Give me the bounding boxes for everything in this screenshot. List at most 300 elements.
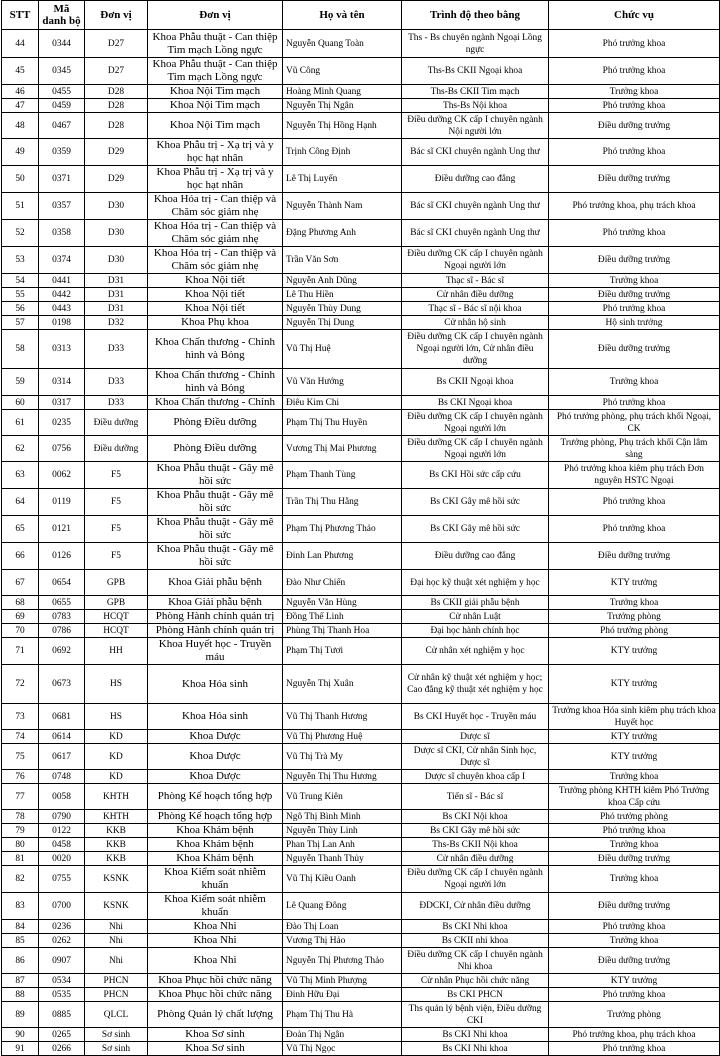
cell-trinh-do: Bs CKII nhi khoa (402, 934, 549, 948)
cell-trinh-do: Ths-Bs CKII Nội khoa (402, 838, 549, 852)
cell-don-vi-code: KD (85, 770, 148, 784)
cell-ho-ten: Trịnh Công Định (283, 139, 402, 166)
cell-trinh-do: Ths quản lý bệnh viện, Điều dưỡng CKI (402, 1002, 549, 1028)
cell-don-vi: Khoa Dược (148, 744, 283, 770)
cell-don-vi: Khoa Chấn thương - Chỉnh hình và Bỏng (148, 330, 283, 369)
cell-ho-ten: Nguyễn Thùy Dung (283, 302, 402, 316)
cell-don-vi-code: D28 (85, 99, 148, 113)
cell-chuc-vu: Phó trưởng khoa (549, 58, 720, 85)
cell-don-vi: Khoa Khám bệnh (148, 852, 283, 866)
cell-don-vi: Khoa Phẫu thuật - Gây mê hồi sức (148, 462, 283, 489)
header-ho-ten: Họ và tên (283, 1, 402, 30)
cell-ho-ten: Hoàng Minh Quang (283, 85, 402, 99)
cell-trinh-do: Ths - Bs chuyên ngành Ngoại Lồng ngực (402, 30, 549, 58)
staff-table (1, 0, 720, 1056)
cell-stt: 60 (2, 396, 39, 410)
cell-don-vi: Khoa Nhi (148, 948, 283, 974)
cell-ho-ten: Ngô Thị Bình Minh (283, 810, 402, 824)
cell-stt: 79 (2, 824, 39, 838)
cell-ho-ten: Phạm Thị Thu Huyền (283, 410, 402, 436)
cell-trinh-do: Ths-Bs Nội khoa (402, 99, 549, 113)
header-trinh-do: Trình độ theo bằng (402, 1, 549, 30)
cell-ho-ten: Nguyễn Văn Hùng (283, 596, 402, 610)
cell-don-vi: Khoa Kiểm soát nhiễm khuẩn (148, 893, 283, 920)
cell-don-vi-code: D33 (85, 330, 148, 369)
cell-don-vi-code: PHCN (85, 988, 148, 1002)
cell-ma-danh-bo: 0535 (39, 988, 85, 1002)
cell-ma-danh-bo: 0020 (39, 852, 85, 866)
cell-stt: 85 (2, 934, 39, 948)
cell-ho-ten: Phan Thị Lan Anh (283, 838, 402, 852)
cell-ho-ten: Nguyễn Thanh Thủy (283, 852, 402, 866)
cell-don-vi-code: F5 (85, 543, 148, 570)
cell-stt: 77 (2, 784, 39, 810)
table-row (2, 316, 720, 330)
cell-don-vi: Khoa Phẫu thuật - Can thiệp Tim mạch Lồng ngực (148, 30, 283, 58)
cell-don-vi: Khoa Hóa trị - Can thiệp và Chăm sóc giảm nhẹ (148, 220, 283, 247)
cell-chuc-vu: Phó trưởng phòng, phụ trách khối Ngoại, CK (549, 410, 720, 436)
table-row (2, 920, 720, 934)
cell-chuc-vu: KTY trưởng (549, 974, 720, 988)
cell-trinh-do: Điều dưỡng CK cấp I chuyên ngành Ngoại người lớn (402, 436, 549, 462)
cell-chuc-vu: Trưởng phòng, Phụ trách khối Cận lâm sàng (549, 436, 720, 462)
cell-don-vi: Phòng Điều dưỡng (148, 410, 283, 436)
cell-don-vi: Phòng Kế hoạch tổng hợp (148, 784, 283, 810)
cell-ma-danh-bo: 0885 (39, 1002, 85, 1028)
cell-don-vi: Khoa Kiểm soát nhiễm khuẩn (148, 866, 283, 893)
cell-chuc-vu: Phó trưởng khoa (549, 396, 720, 410)
cell-ho-ten: Nguyễn Quang Toàn (283, 30, 402, 58)
cell-don-vi-code: HH (85, 638, 148, 665)
cell-don-vi: Khoa Phục hồi chức năng (148, 988, 283, 1002)
cell-ho-ten: Vũ Thị Kiều Oanh (283, 866, 402, 893)
cell-chuc-vu: Phó trưởng khoa (549, 30, 720, 58)
cell-stt: 58 (2, 330, 39, 369)
cell-ma-danh-bo: 0443 (39, 302, 85, 316)
cell-don-vi-code: D27 (85, 30, 148, 58)
cell-trinh-do: Bs CKI PHCN (402, 988, 549, 1002)
cell-stt: 55 (2, 288, 39, 302)
table-row (2, 288, 720, 302)
table-body (2, 30, 720, 1056)
cell-stt: 78 (2, 810, 39, 824)
cell-chuc-vu: Phó trưởng khoa kiêm phụ trách Đơn nguyên HSTC Ngoại (549, 462, 720, 489)
cell-stt: 46 (2, 85, 39, 99)
cell-stt: 84 (2, 920, 39, 934)
cell-ma-danh-bo: 0467 (39, 113, 85, 139)
table-row (2, 274, 720, 288)
cell-don-vi-code: F5 (85, 516, 148, 543)
cell-trinh-do: Bs CKII giải phẫu bệnh (402, 596, 549, 610)
cell-stt: 80 (2, 838, 39, 852)
cell-don-vi: Phòng Quản lý chất lượng (148, 1002, 283, 1028)
cell-chuc-vu: Phó trưởng khoa (549, 988, 720, 1002)
cell-chuc-vu: KTY trưởng (549, 570, 720, 596)
cell-ho-ten: Vũ Thị Trà My (283, 744, 402, 770)
cell-chuc-vu: Trưởng phòng (549, 1002, 720, 1028)
cell-ma-danh-bo: 0783 (39, 610, 85, 624)
cell-chuc-vu: Phó trưởng khoa, phụ trách khoa (549, 1028, 720, 1042)
cell-trinh-do: Điều dưỡng CK cấp I chuyên ngành Nhi khoa (402, 948, 549, 974)
cell-don-vi: Khoa Phẫu thuật - Gây mê hồi sức (148, 489, 283, 516)
cell-chuc-vu: Phó trưởng khoa (549, 220, 720, 247)
cell-ho-ten: Đinh Lan Phương (283, 543, 402, 570)
cell-ho-ten: Phạm Thanh Tùng (283, 462, 402, 489)
cell-ho-ten: Lê Quang Đông (283, 893, 402, 920)
cell-don-vi-code: D30 (85, 247, 148, 274)
cell-stt: 83 (2, 893, 39, 920)
cell-chuc-vu: Trưởng khoa (549, 369, 720, 396)
cell-trinh-do: Bs CKI Hồi sức cấp cứu (402, 462, 549, 489)
cell-trinh-do: Ths-Bs CKII Ngoại khoa (402, 58, 549, 85)
table-row (2, 934, 720, 948)
cell-don-vi: Khoa Dược (148, 730, 283, 744)
cell-trinh-do: Bác sĩ CKI chuyên ngành Ung thư (402, 220, 549, 247)
cell-trinh-do: Bác sĩ CKI chuyên ngành Ung thư (402, 193, 549, 220)
cell-ma-danh-bo: 0374 (39, 247, 85, 274)
cell-trinh-do: Bs CKI Huyết học - Truyền máu (402, 704, 549, 730)
cell-trinh-do: Điều dưỡng cao đẳng (402, 543, 549, 570)
cell-trinh-do: Điều dưỡng CK cấp I chuyên ngành Ngoại người lớn (402, 247, 549, 274)
cell-don-vi-code: Nhi (85, 934, 148, 948)
cell-ma-danh-bo: 0265 (39, 1028, 85, 1042)
cell-trinh-do: Dược sĩ (402, 730, 549, 744)
cell-stt: 50 (2, 166, 39, 193)
cell-don-vi: Phòng Điều dưỡng (148, 436, 283, 462)
cell-don-vi: Khoa Nội Tim mạch (148, 99, 283, 113)
cell-chuc-vu: Phó trưởng khoa (549, 920, 720, 934)
cell-ma-danh-bo: 0262 (39, 934, 85, 948)
cell-don-vi-code: KKB (85, 838, 148, 852)
cell-don-vi-code: HS (85, 665, 148, 704)
header-chuc-vu: Chức vụ (549, 1, 720, 30)
cell-ma-danh-bo: 0614 (39, 730, 85, 744)
cell-trinh-do: Bs CKI Nội khoa (402, 810, 549, 824)
cell-stt: 63 (2, 462, 39, 489)
cell-don-vi-code: GPB (85, 570, 148, 596)
table-row (2, 489, 720, 516)
cell-don-vi: Khoa Chấn thương - Chỉnh (148, 396, 283, 410)
cell-stt: 67 (2, 570, 39, 596)
cell-don-vi-code: D28 (85, 85, 148, 99)
table-row (2, 770, 720, 784)
table-row (2, 516, 720, 543)
cell-chuc-vu: Điều dưỡng trưởng (549, 166, 720, 193)
cell-chuc-vu: Phó trưởng khoa (549, 302, 720, 316)
cell-ma-danh-bo: 0442 (39, 288, 85, 302)
cell-don-vi-code: KKB (85, 852, 148, 866)
cell-don-vi-code: F5 (85, 462, 148, 489)
cell-ho-ten: Nguyễn Thị Phương Thảo (283, 948, 402, 974)
cell-don-vi-code: KD (85, 744, 148, 770)
header-stt: STT (2, 1, 39, 30)
table-row (2, 730, 720, 744)
cell-don-vi-code: KSNK (85, 893, 148, 920)
cell-don-vi: Khoa Phẫu trị - Xạ trị và y học hạt nhân (148, 139, 283, 166)
table-row (2, 704, 720, 730)
cell-ma-danh-bo: 0266 (39, 1042, 85, 1056)
cell-ma-danh-bo: 0313 (39, 330, 85, 369)
cell-ma-danh-bo: 0441 (39, 274, 85, 288)
cell-stt: 90 (2, 1028, 39, 1042)
cell-trinh-do: Cử nhân kỹ thuật xét nghiệm y học; Cao đẳng kỹ thuật xét nghiệm y học (402, 665, 549, 704)
table-row (2, 866, 720, 893)
table-row (2, 1028, 720, 1042)
cell-ho-ten: Vũ Thị Minh Phượng (283, 974, 402, 988)
cell-don-vi-code: KD (85, 730, 148, 744)
cell-ho-ten: Lê Thu Hiền (283, 288, 402, 302)
cell-stt: 70 (2, 624, 39, 638)
cell-don-vi: Khoa Sơ sinh (148, 1042, 283, 1056)
cell-ho-ten: Nguyễn Thị Thu Hương (283, 770, 402, 784)
cell-don-vi: Phòng Hành chính quản trị (148, 610, 283, 624)
cell-stt: 72 (2, 665, 39, 704)
cell-chuc-vu: Trưởng khoa (549, 866, 720, 893)
table-row (2, 462, 720, 489)
cell-ma-danh-bo: 0700 (39, 893, 85, 920)
table-row (2, 139, 720, 166)
cell-trinh-do: Cử nhân Luật (402, 610, 549, 624)
cell-ma-danh-bo: 0692 (39, 638, 85, 665)
cell-ho-ten: Đồng Thế Linh (283, 610, 402, 624)
cell-chuc-vu: Điều dưỡng trưởng (549, 948, 720, 974)
cell-stt: 82 (2, 866, 39, 893)
cell-chuc-vu: Trưởng khoa (549, 85, 720, 99)
cell-ma-danh-bo: 0458 (39, 838, 85, 852)
cell-trinh-do: Thạc sĩ - Bác sĩ nội khoa (402, 302, 549, 316)
cell-don-vi-code: KHTH (85, 810, 148, 824)
table-row (2, 220, 720, 247)
cell-trinh-do: Điều dưỡng cao đẳng (402, 166, 549, 193)
cell-trinh-do: Bs CKI Gây mê hồi sức (402, 824, 549, 838)
table-row (2, 893, 720, 920)
cell-chuc-vu: Phó trưởng phòng (549, 624, 720, 638)
header-don-vi: Đơn vị (148, 1, 283, 30)
cell-stt: 47 (2, 99, 39, 113)
cell-trinh-do: Bác sĩ CKI chuyên ngành Ung thư (402, 139, 549, 166)
cell-ma-danh-bo: 0317 (39, 396, 85, 410)
cell-stt: 56 (2, 302, 39, 316)
cell-ma-danh-bo: 0314 (39, 369, 85, 396)
cell-ma-danh-bo: 0534 (39, 974, 85, 988)
cell-ma-danh-bo: 0236 (39, 920, 85, 934)
cell-don-vi-code: D27 (85, 58, 148, 85)
cell-don-vi: Khoa Hóa sinh (148, 704, 283, 730)
cell-ma-danh-bo: 0121 (39, 516, 85, 543)
cell-don-vi-code: D31 (85, 288, 148, 302)
table-row (2, 85, 720, 99)
cell-ma-danh-bo: 0198 (39, 316, 85, 330)
cell-don-vi: Phòng Hành chính quản trị (148, 624, 283, 638)
table-row (2, 665, 720, 704)
cell-stt: 64 (2, 489, 39, 516)
cell-trinh-do: Điều dưỡng CK cấp I chuyên ngành Nội người lớn (402, 113, 549, 139)
table-row (2, 948, 720, 974)
table-row (2, 543, 720, 570)
cell-ho-ten: Nguyễn Thành Nam (283, 193, 402, 220)
cell-ma-danh-bo: 0756 (39, 436, 85, 462)
cell-ma-danh-bo: 0681 (39, 704, 85, 730)
cell-ma-danh-bo: 0655 (39, 596, 85, 610)
cell-stt: 66 (2, 543, 39, 570)
cell-don-vi-code: D33 (85, 369, 148, 396)
cell-trinh-do: Dược sĩ CKI, Cử nhân Sinh học, Dược sĩ (402, 744, 549, 770)
cell-don-vi: Khoa Nội Tim mạch (148, 85, 283, 99)
cell-don-vi: Khoa Hóa trị - Can thiệp và Chăm sóc giảm nhẹ (148, 247, 283, 274)
cell-ho-ten: Vũ Thị Thanh Hương (283, 704, 402, 730)
cell-trinh-do: Điều dưỡng CK cấp I chuyên ngành Ngoại người lớn, Cử nhân điều dưỡng (402, 330, 549, 369)
cell-ma-danh-bo: 0119 (39, 489, 85, 516)
cell-stt: 87 (2, 974, 39, 988)
cell-don-vi: Khoa Nội Tim mạch (148, 113, 283, 139)
cell-don-vi-code: HS (85, 704, 148, 730)
cell-don-vi: Khoa Phẫu trị - Xạ trị và y học hạt nhân (148, 166, 283, 193)
cell-chuc-vu: Phó trưởng khoa (549, 824, 720, 838)
cell-ma-danh-bo: 0062 (39, 462, 85, 489)
cell-stt: 91 (2, 1042, 39, 1056)
cell-trinh-do: Cử nhân xét nghiệm y học (402, 638, 549, 665)
table-row (2, 410, 720, 436)
cell-chuc-vu: KTY trưởng (549, 638, 720, 665)
cell-ho-ten: Lê Thị Luyến (283, 166, 402, 193)
cell-stt: 52 (2, 220, 39, 247)
table-row (2, 744, 720, 770)
cell-ho-ten: Nguyễn Thị Ngân (283, 99, 402, 113)
cell-stt: 81 (2, 852, 39, 866)
cell-stt: 69 (2, 610, 39, 624)
table-row (2, 330, 720, 369)
cell-ma-danh-bo: 0344 (39, 30, 85, 58)
table-row (2, 638, 720, 665)
cell-stt: 59 (2, 369, 39, 396)
cell-chuc-vu: Trưởng khoa (549, 770, 720, 784)
cell-ma-danh-bo: 0455 (39, 85, 85, 99)
table-row (2, 1002, 720, 1028)
cell-stt: 44 (2, 30, 39, 58)
cell-stt: 88 (2, 988, 39, 1002)
cell-stt: 51 (2, 193, 39, 220)
cell-stt: 75 (2, 744, 39, 770)
cell-trinh-do: Bs CKI Nhi khoa (402, 1028, 549, 1042)
cell-don-vi-code: Sơ sinh (85, 1042, 148, 1056)
table-row (2, 30, 720, 58)
table-row (2, 436, 720, 462)
cell-stt: 65 (2, 516, 39, 543)
cell-don-vi: Khoa Phụ khoa (148, 316, 283, 330)
cell-don-vi-code: D33 (85, 396, 148, 410)
cell-chuc-vu: Phó trưởng phòng (549, 810, 720, 824)
cell-chuc-vu: Trưởng khoa Hóa sinh kiêm phụ trách khoa Huyết học (549, 704, 720, 730)
cell-trinh-do: Đại học kỹ thuật xét nghiệm y học (402, 570, 549, 596)
cell-ma-danh-bo: 0359 (39, 139, 85, 166)
cell-trinh-do: Bs CKI Nhi khoa (402, 920, 549, 934)
cell-stt: 86 (2, 948, 39, 974)
cell-stt: 48 (2, 113, 39, 139)
cell-stt: 49 (2, 139, 39, 166)
cell-don-vi-code: GPB (85, 596, 148, 610)
cell-don-vi-code: HCQT (85, 624, 148, 638)
cell-don-vi-code: KKB (85, 824, 148, 838)
table-row (2, 974, 720, 988)
cell-ho-ten: Nguyễn Thị Xuân (283, 665, 402, 704)
cell-ho-ten: Vũ Thị Ngọc (283, 1042, 402, 1056)
table-row (2, 396, 720, 410)
cell-trinh-do: Đại học hành chính học (402, 624, 549, 638)
cell-chuc-vu: Trưởng khoa (549, 934, 720, 948)
cell-don-vi-code: D32 (85, 316, 148, 330)
cell-trinh-do: Bs CKII Ngoại khoa (402, 369, 549, 396)
cell-don-vi: Phòng Kế hoạch tổng hợp (148, 810, 283, 824)
cell-don-vi-code: KSNK (85, 866, 148, 893)
cell-don-vi: Khoa Nội tiết (148, 302, 283, 316)
cell-don-vi: Khoa Nội tiết (148, 274, 283, 288)
cell-chuc-vu: Trưởng khoa (549, 274, 720, 288)
cell-chuc-vu: Phó trưởng khoa, phụ trách khoa (549, 193, 720, 220)
cell-ma-danh-bo: 0122 (39, 824, 85, 838)
cell-don-vi: Khoa Khám bệnh (148, 824, 283, 838)
cell-trinh-do: Cử nhân hộ sinh (402, 316, 549, 330)
cell-don-vi-code: QLCL (85, 1002, 148, 1028)
cell-ho-ten: Nguyễn Thị Hồng Hạnh (283, 113, 402, 139)
cell-chuc-vu: Hộ sinh trưởng (549, 316, 720, 330)
cell-ma-danh-bo: 0790 (39, 810, 85, 824)
cell-chuc-vu: KTY trưởng (549, 665, 720, 704)
cell-don-vi: Khoa Hóa trị - Can thiệp và Chăm sóc giảm nhẹ (148, 193, 283, 220)
table-row (2, 99, 720, 113)
cell-don-vi-code: Điều dưỡng (85, 410, 148, 436)
cell-don-vi: Khoa Hóa sinh (148, 665, 283, 704)
cell-don-vi-code: D28 (85, 113, 148, 139)
cell-chuc-vu: Trưởng phòng KHTH kiêm Phó Trưởng khoa Cấp cứu (549, 784, 720, 810)
cell-trinh-do: Cử nhân điều dưỡng (402, 852, 549, 866)
cell-trinh-do: Bs CKI Nhi khoa (402, 1042, 549, 1056)
cell-trinh-do: Thạc sĩ - Bác sĩ (402, 274, 549, 288)
cell-ma-danh-bo: 0235 (39, 410, 85, 436)
cell-don-vi: Khoa Nội tiết (148, 288, 283, 302)
table-row (2, 838, 720, 852)
cell-stt: 54 (2, 274, 39, 288)
cell-stt: 76 (2, 770, 39, 784)
cell-ma-danh-bo: 0907 (39, 948, 85, 974)
cell-don-vi: Khoa Giải phẫu bệnh (148, 596, 283, 610)
cell-don-vi: Khoa Phẫu thuật - Can thiệp Tim mạch Lồng ngực (148, 58, 283, 85)
cell-chuc-vu: Phó trưởng khoa (549, 139, 720, 166)
table-row (2, 247, 720, 274)
cell-chuc-vu: Trưởng phòng (549, 610, 720, 624)
table-row (2, 113, 720, 139)
cell-chuc-vu: Phó trưởng khoa (549, 489, 720, 516)
cell-don-vi: Khoa Giải phẫu bệnh (148, 570, 283, 596)
cell-don-vi: Khoa Phẫu thuật - Gây mê hồi sức (148, 516, 283, 543)
cell-ma-danh-bo: 0748 (39, 770, 85, 784)
cell-ho-ten: Phạm Thị Thu Hà (283, 1002, 402, 1028)
table-row (2, 193, 720, 220)
cell-ma-danh-bo: 0345 (39, 58, 85, 85)
cell-ma-danh-bo: 0654 (39, 570, 85, 596)
cell-ho-ten: Đinh Hữu Đại (283, 988, 402, 1002)
cell-chuc-vu: Điều dưỡng trưởng (549, 543, 720, 570)
cell-ho-ten: Điêu Kim Chi (283, 396, 402, 410)
cell-chuc-vu: Trưởng khoa (549, 596, 720, 610)
cell-trinh-do: Bs CKI Gây mê hồi sức (402, 516, 549, 543)
cell-ho-ten: Đào Thị Loan (283, 920, 402, 934)
cell-don-vi-code: Nhi (85, 948, 148, 974)
cell-trinh-do: Cử nhân điều dưỡng (402, 288, 549, 302)
cell-stt: 57 (2, 316, 39, 330)
cell-ho-ten: Phạm Thị Phương Thảo (283, 516, 402, 543)
cell-ho-ten: Phùng Thị Thanh Hoa (283, 624, 402, 638)
cell-don-vi-code: HCQT (85, 610, 148, 624)
